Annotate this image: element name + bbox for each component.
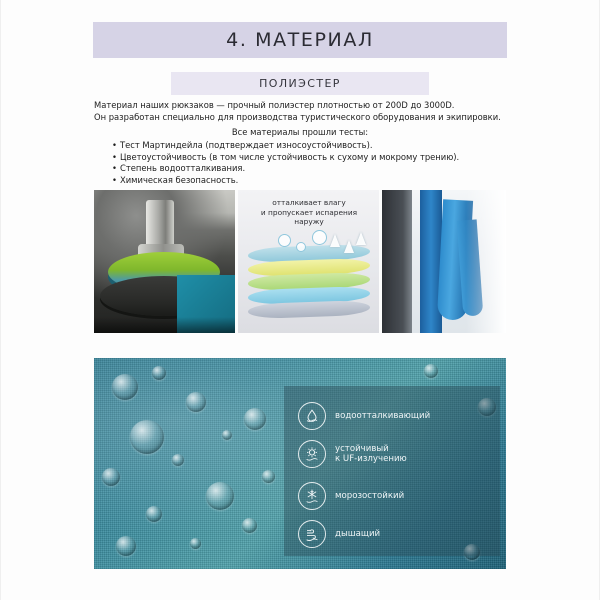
membrane-diagram-photo [238,190,379,333]
water-drop-decor [262,470,275,483]
fabric-dark-edge [382,190,412,333]
list-item: • Тест Мартиндейла (подтверждает износоустойчивость). [112,140,512,152]
membrane-caption-line-2: и пропускает испарения [260,207,358,217]
water-drop-decor [186,392,206,412]
water-drop-decor [102,468,120,486]
intro-paragraph [94,100,506,123]
fabric-illustration [382,190,506,333]
page-edge-left [0,0,1,600]
water-droplet-icon [278,234,291,247]
material-subtitle-band [171,72,429,95]
photo-shadow [94,317,235,333]
vapor-arrow-icon [356,232,366,245]
water-drop-decor [222,430,232,440]
water-droplet-icon [296,242,306,252]
water-drop-decor [242,518,257,533]
membrane-caption-line-3: наружу [294,217,324,227]
tests-list [112,140,512,186]
abrasion-test-photo [94,190,235,333]
water-drop-decor [112,374,138,400]
feature-label: водоотталкивающий [335,410,431,421]
water-drop-decor [116,536,136,556]
feature-breathable [298,520,380,548]
membrane-caption [246,198,372,227]
membrane-illustration [238,190,379,333]
material-subtitle: ПОЛИЭСТЕР [259,77,341,90]
feature-label [335,444,407,465]
vapor-arrow-icon [330,234,340,247]
list-item: • Химическая безопасность. [112,175,512,187]
feature-label-line-2: к UF-излучению [335,454,407,464]
water-drop-decor [190,538,201,549]
martindale-machine-illustration [94,190,235,333]
list-item: • Степень водоотталкивания. [112,163,512,175]
intro-line-2: Он разработан специально для производства туристического оборудования и экипировки. [94,111,501,122]
vapor-arrow-icon [344,240,354,253]
water-drop-decor [244,408,266,430]
water-drop-decor [206,482,234,510]
feature-frost-resistant [298,482,404,510]
fabric-highlight [466,190,506,333]
intro-line-1: Материал наших рюкзаков — прочный полиэстер плотностью от 200D до 3000D. [94,100,455,110]
sun-uv-icon [298,440,326,468]
feature-water-repellent [298,402,430,430]
water-drop-decor [172,454,184,466]
features-overlay-panel [284,386,500,556]
water-drop-decor [130,420,164,454]
breathable-air-icon [298,520,326,548]
water-drop-decor [152,366,166,380]
snowflake-icon [298,482,326,510]
water-drop-decor [424,364,438,378]
feature-uv-resistant [298,440,407,468]
water-drop-icon [298,402,326,430]
tests-heading: Все материалы прошли тесты: [231,127,369,137]
page-title-band [93,22,507,58]
feature-label: морозостойкий [335,490,405,501]
list-item: • Цветоустойчивость (в том числе устойчивость к сухому и мокрому трению). [112,152,512,164]
blue-fabric-photo [382,190,506,333]
feature-label-line-1: устойчивый [335,443,389,454]
water-droplet-icon [312,230,327,245]
water-drop-decor [146,506,162,522]
page-title: 4. МАТЕРИАЛ [226,29,374,51]
waterproof-fabric-hero-image [94,358,506,569]
membrane-caption-line-1: отталкивает влагу [272,198,346,207]
photo-strip [94,190,506,333]
feature-label: дышащий [335,528,381,539]
